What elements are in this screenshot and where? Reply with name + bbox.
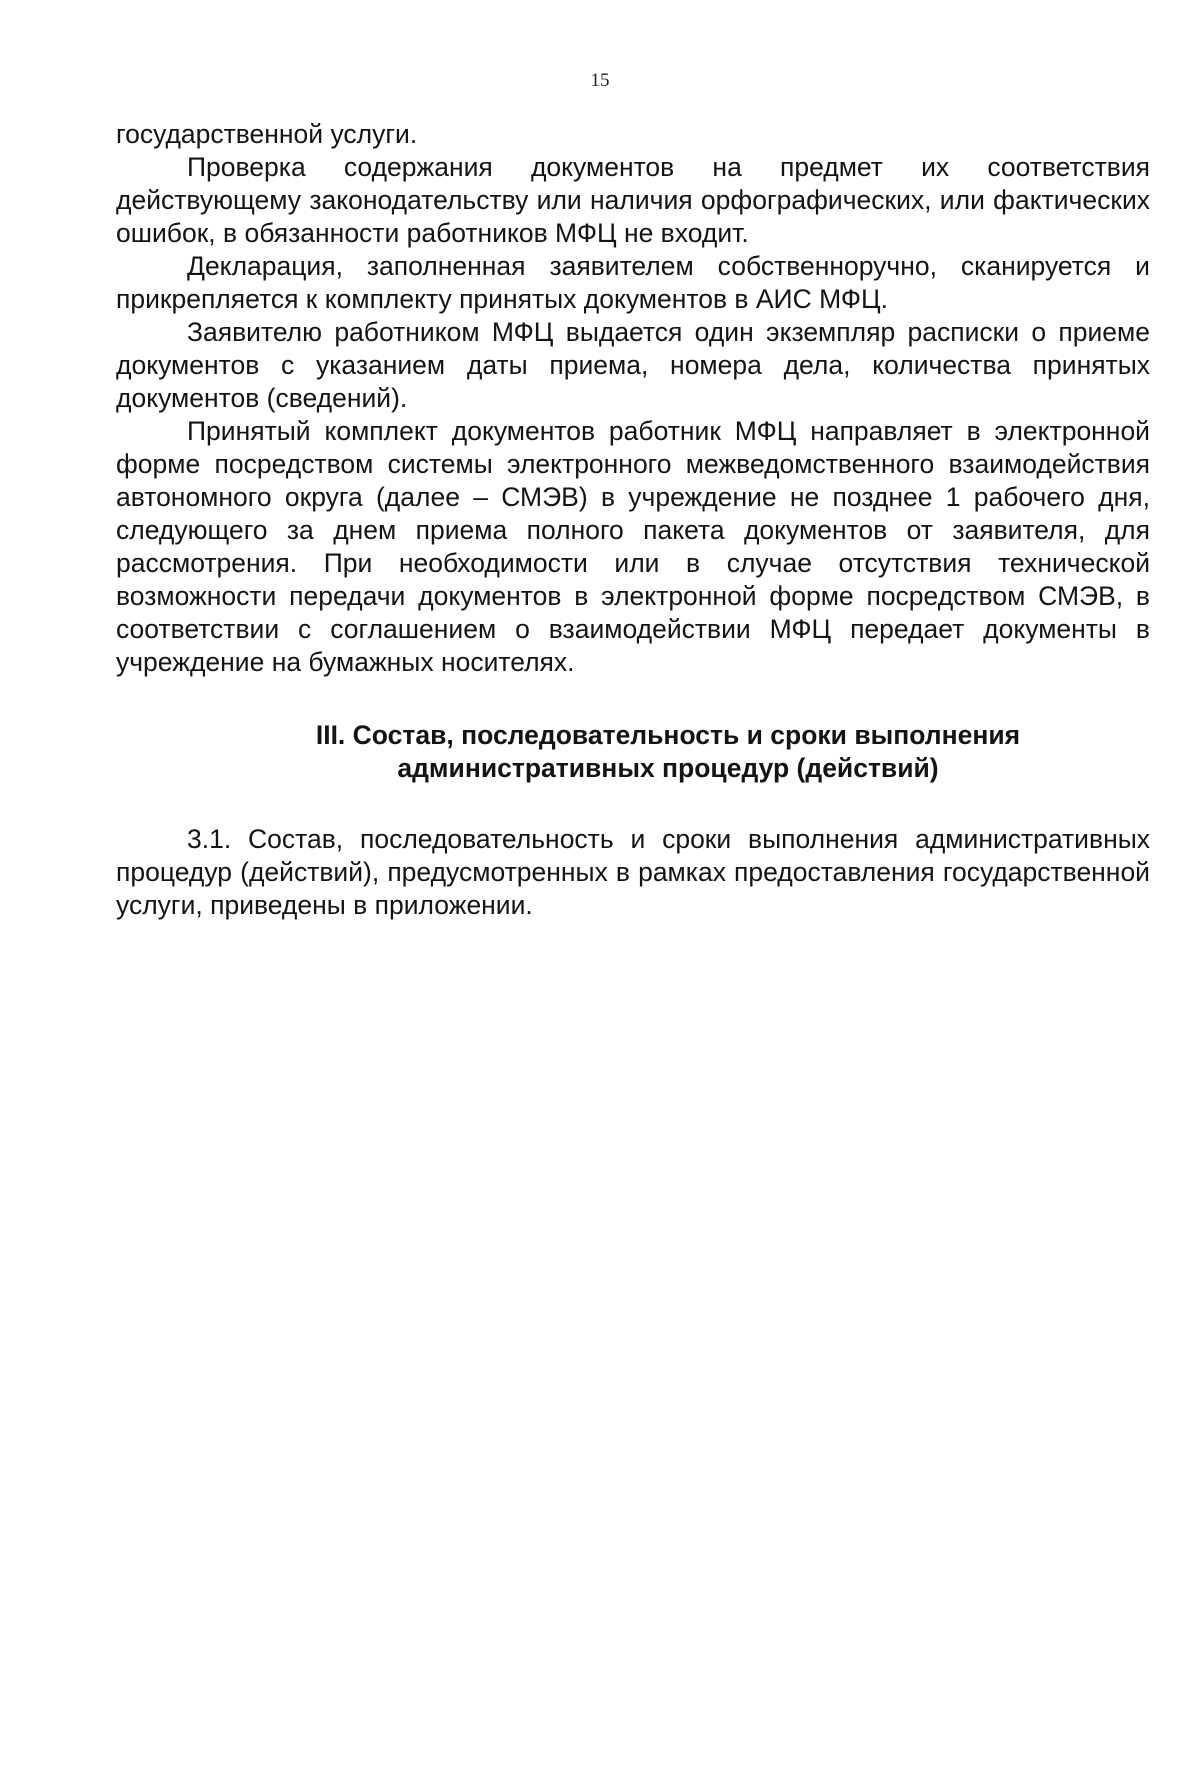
paragraph-transfer: Принятый комплект документов работник МФЦ направляет в электронной форме посредством системы электронного межведомственного взаимодействия автономного округа (далее – СМЭВ) в учреждение не позднее 1 рабочего дня, следующего за днем приема полного пакета документов от заявителя, для рассмотрения. При необходимости или в случае отсутствия технической возможности передачи документов в электронной форме посредством СМЭВ, в соответствии с соглашением о взаимодействии МФЦ передает документы в учреждение на бумажных носителях.: [116, 416, 1150, 677]
paragraph-3-1: 3.1. Состав, последовательность и сроки выполнения административных процедур (действий), предусмотренных в рамках предоставления государственной услуги, приведены в приложении.: [116, 824, 1150, 920]
page-number: 15: [590, 70, 610, 91]
paragraph-declaration: Декларация, заполненная заявителем собственноручно, сканируется и прикрепляется к комплекту принятых документов в АИС МФЦ.: [116, 251, 1150, 314]
paragraph-receipt: Заявителю работником МФЦ выдается один экземпляр расписки о приеме документов с указанием даты приема, номера дела, количества принятых документов (сведений).: [116, 317, 1150, 413]
section-heading: [116, 719, 1150, 785]
document-body: [116, 118, 1150, 922]
paragraph-continuation: государственной услуги.: [116, 119, 418, 149]
section-heading-line-1: III. Состав, последовательность и сроки выполнения: [315, 720, 1021, 750]
paragraph-document-check: Проверка содержания документов на предмет их соответствия действующему законодательству или наличия орфографических, или фактических ошибок, в обязанности работников МФЦ не входит.: [116, 152, 1150, 248]
section-heading-line-2: административных процедур (действий): [397, 753, 939, 783]
